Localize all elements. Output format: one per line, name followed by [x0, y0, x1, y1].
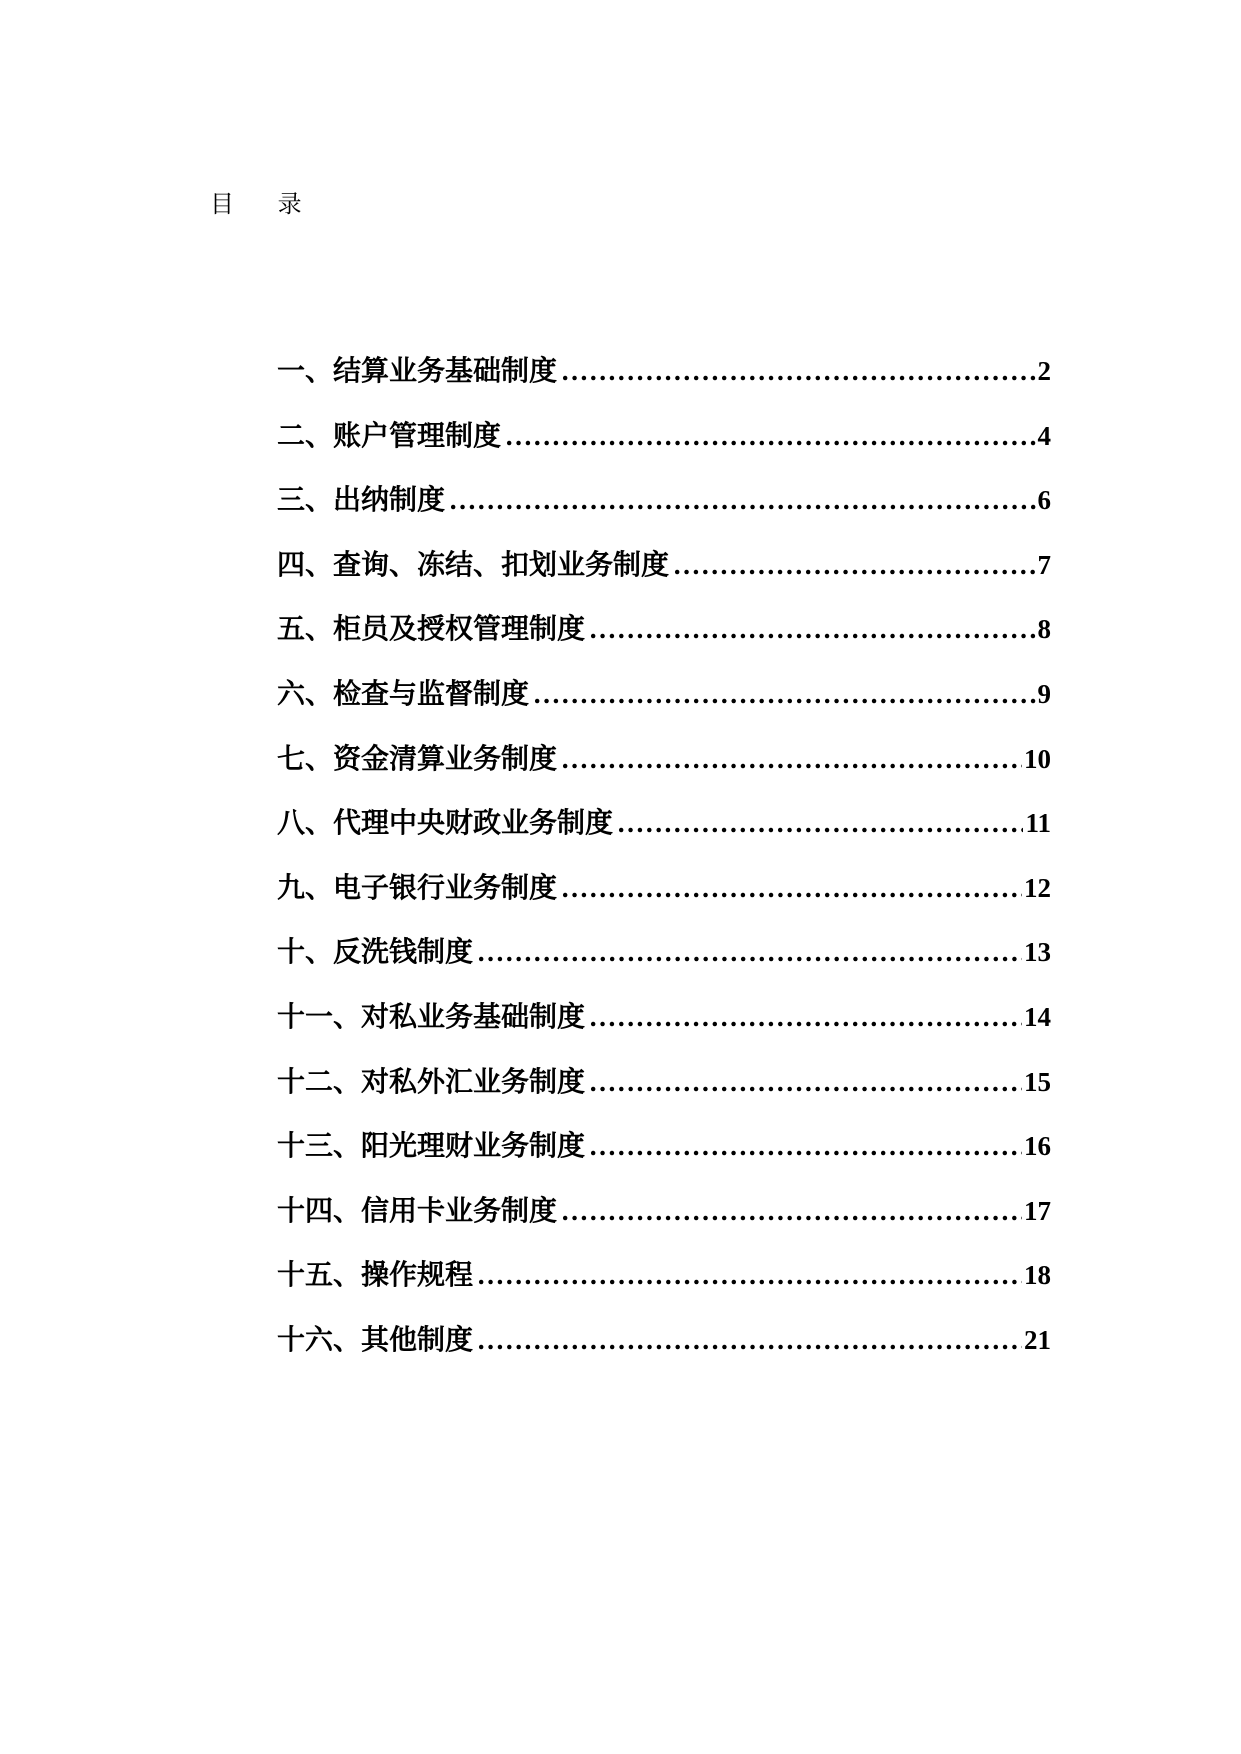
toc-dot-leader	[589, 1004, 1022, 1032]
toc-dot-leader	[561, 1198, 1022, 1226]
toc-entry-title: 九、电子银行业务制度	[277, 870, 558, 904]
toc-dot-leader	[561, 875, 1022, 903]
toc-entry-title: 十五、操作规程	[277, 1258, 474, 1292]
toc-dot-leader	[477, 939, 1022, 967]
toc-dot-leader	[449, 487, 1035, 515]
toc-entry-page: 9	[1037, 678, 1051, 709]
toc-entry-title: 十、反洗钱制度	[277, 935, 474, 969]
toc-entry[interactable]	[277, 543, 1051, 608]
toc-entry[interactable]	[277, 801, 1051, 866]
toc-dot-leader	[589, 616, 1035, 644]
toc-entry[interactable]	[277, 478, 1051, 543]
toc-entry-page: 15	[1024, 1066, 1051, 1097]
toc-entry-title: 十四、信用卡业务制度	[277, 1193, 558, 1227]
toc-dot-leader	[477, 1327, 1022, 1355]
toc-dot-leader	[561, 746, 1022, 774]
toc-entry-page: 18	[1024, 1260, 1051, 1291]
toc-entry[interactable]	[277, 995, 1051, 1060]
toc-entry-title: 三、出纳制度	[277, 483, 446, 517]
toc-entry-title: 十三、阳光理财业务制度	[277, 1129, 586, 1163]
toc-entry-title: 一、结算业务基础制度	[277, 354, 558, 387]
toc-dot-leader	[477, 1262, 1022, 1290]
toc-entry-page: 8	[1037, 614, 1051, 645]
toc-entry-page: 6	[1037, 485, 1051, 516]
toc-entry[interactable]	[277, 349, 1051, 414]
toc-entry-page: 16	[1024, 1131, 1051, 1162]
toc-entry-page: 14	[1024, 1001, 1051, 1032]
toc-entry[interactable]	[277, 1189, 1051, 1254]
toc-entry[interactable]	[277, 1318, 1051, 1383]
toc-entry-title: 七、资金清算业务制度	[277, 741, 558, 775]
toc-entry[interactable]	[277, 672, 1051, 737]
toc-dot-leader	[673, 552, 1035, 580]
toc-entry[interactable]	[277, 866, 1051, 931]
toc-entry-page: 4	[1037, 420, 1051, 451]
toc-entry-page: 7	[1037, 549, 1051, 580]
toc-heading: 目 录	[210, 190, 320, 218]
toc-entry-title: 六、检查与监督制度	[277, 676, 530, 710]
toc-entry-page: 13	[1024, 937, 1051, 968]
toc-entry-title: 八、代理中央财政业务制度	[277, 806, 614, 840]
toc-dot-leader	[617, 810, 1023, 838]
toc-entry-title: 四、查询、冻结、扣划业务制度	[277, 547, 670, 581]
toc-entry[interactable]	[277, 1253, 1051, 1318]
toc-entry-title: 十二、对私外汇业务制度	[277, 1064, 586, 1098]
toc-dot-leader	[533, 681, 1035, 709]
toc-entry-page: 17	[1024, 1195, 1051, 1226]
toc-dot-leader	[589, 1133, 1022, 1161]
toc-entry-page: 2	[1037, 356, 1051, 386]
toc-entry-page: 11	[1025, 808, 1051, 839]
toc-entry-title: 五、柜员及授权管理制度	[277, 612, 586, 646]
toc-dot-leader	[561, 358, 1035, 386]
toc-entry-page: 10	[1024, 743, 1051, 774]
toc-entry-page: 12	[1024, 872, 1051, 903]
table-of-contents	[277, 349, 1051, 1383]
toc-entry[interactable]	[277, 1124, 1051, 1189]
toc-dot-leader	[505, 423, 1035, 451]
toc-entry-title: 二、账户管理制度	[277, 418, 502, 452]
toc-entry[interactable]	[277, 607, 1051, 672]
toc-entry-title: 十一、对私业务基础制度	[277, 999, 586, 1033]
toc-entry-page: 21	[1024, 1324, 1051, 1355]
toc-entry-title: 十六、其他制度	[277, 1322, 474, 1356]
toc-entry[interactable]	[277, 737, 1051, 802]
toc-entry[interactable]	[277, 414, 1051, 479]
toc-dot-leader	[589, 1069, 1022, 1097]
toc-entry[interactable]	[277, 930, 1051, 995]
toc-entry[interactable]	[277, 1060, 1051, 1125]
